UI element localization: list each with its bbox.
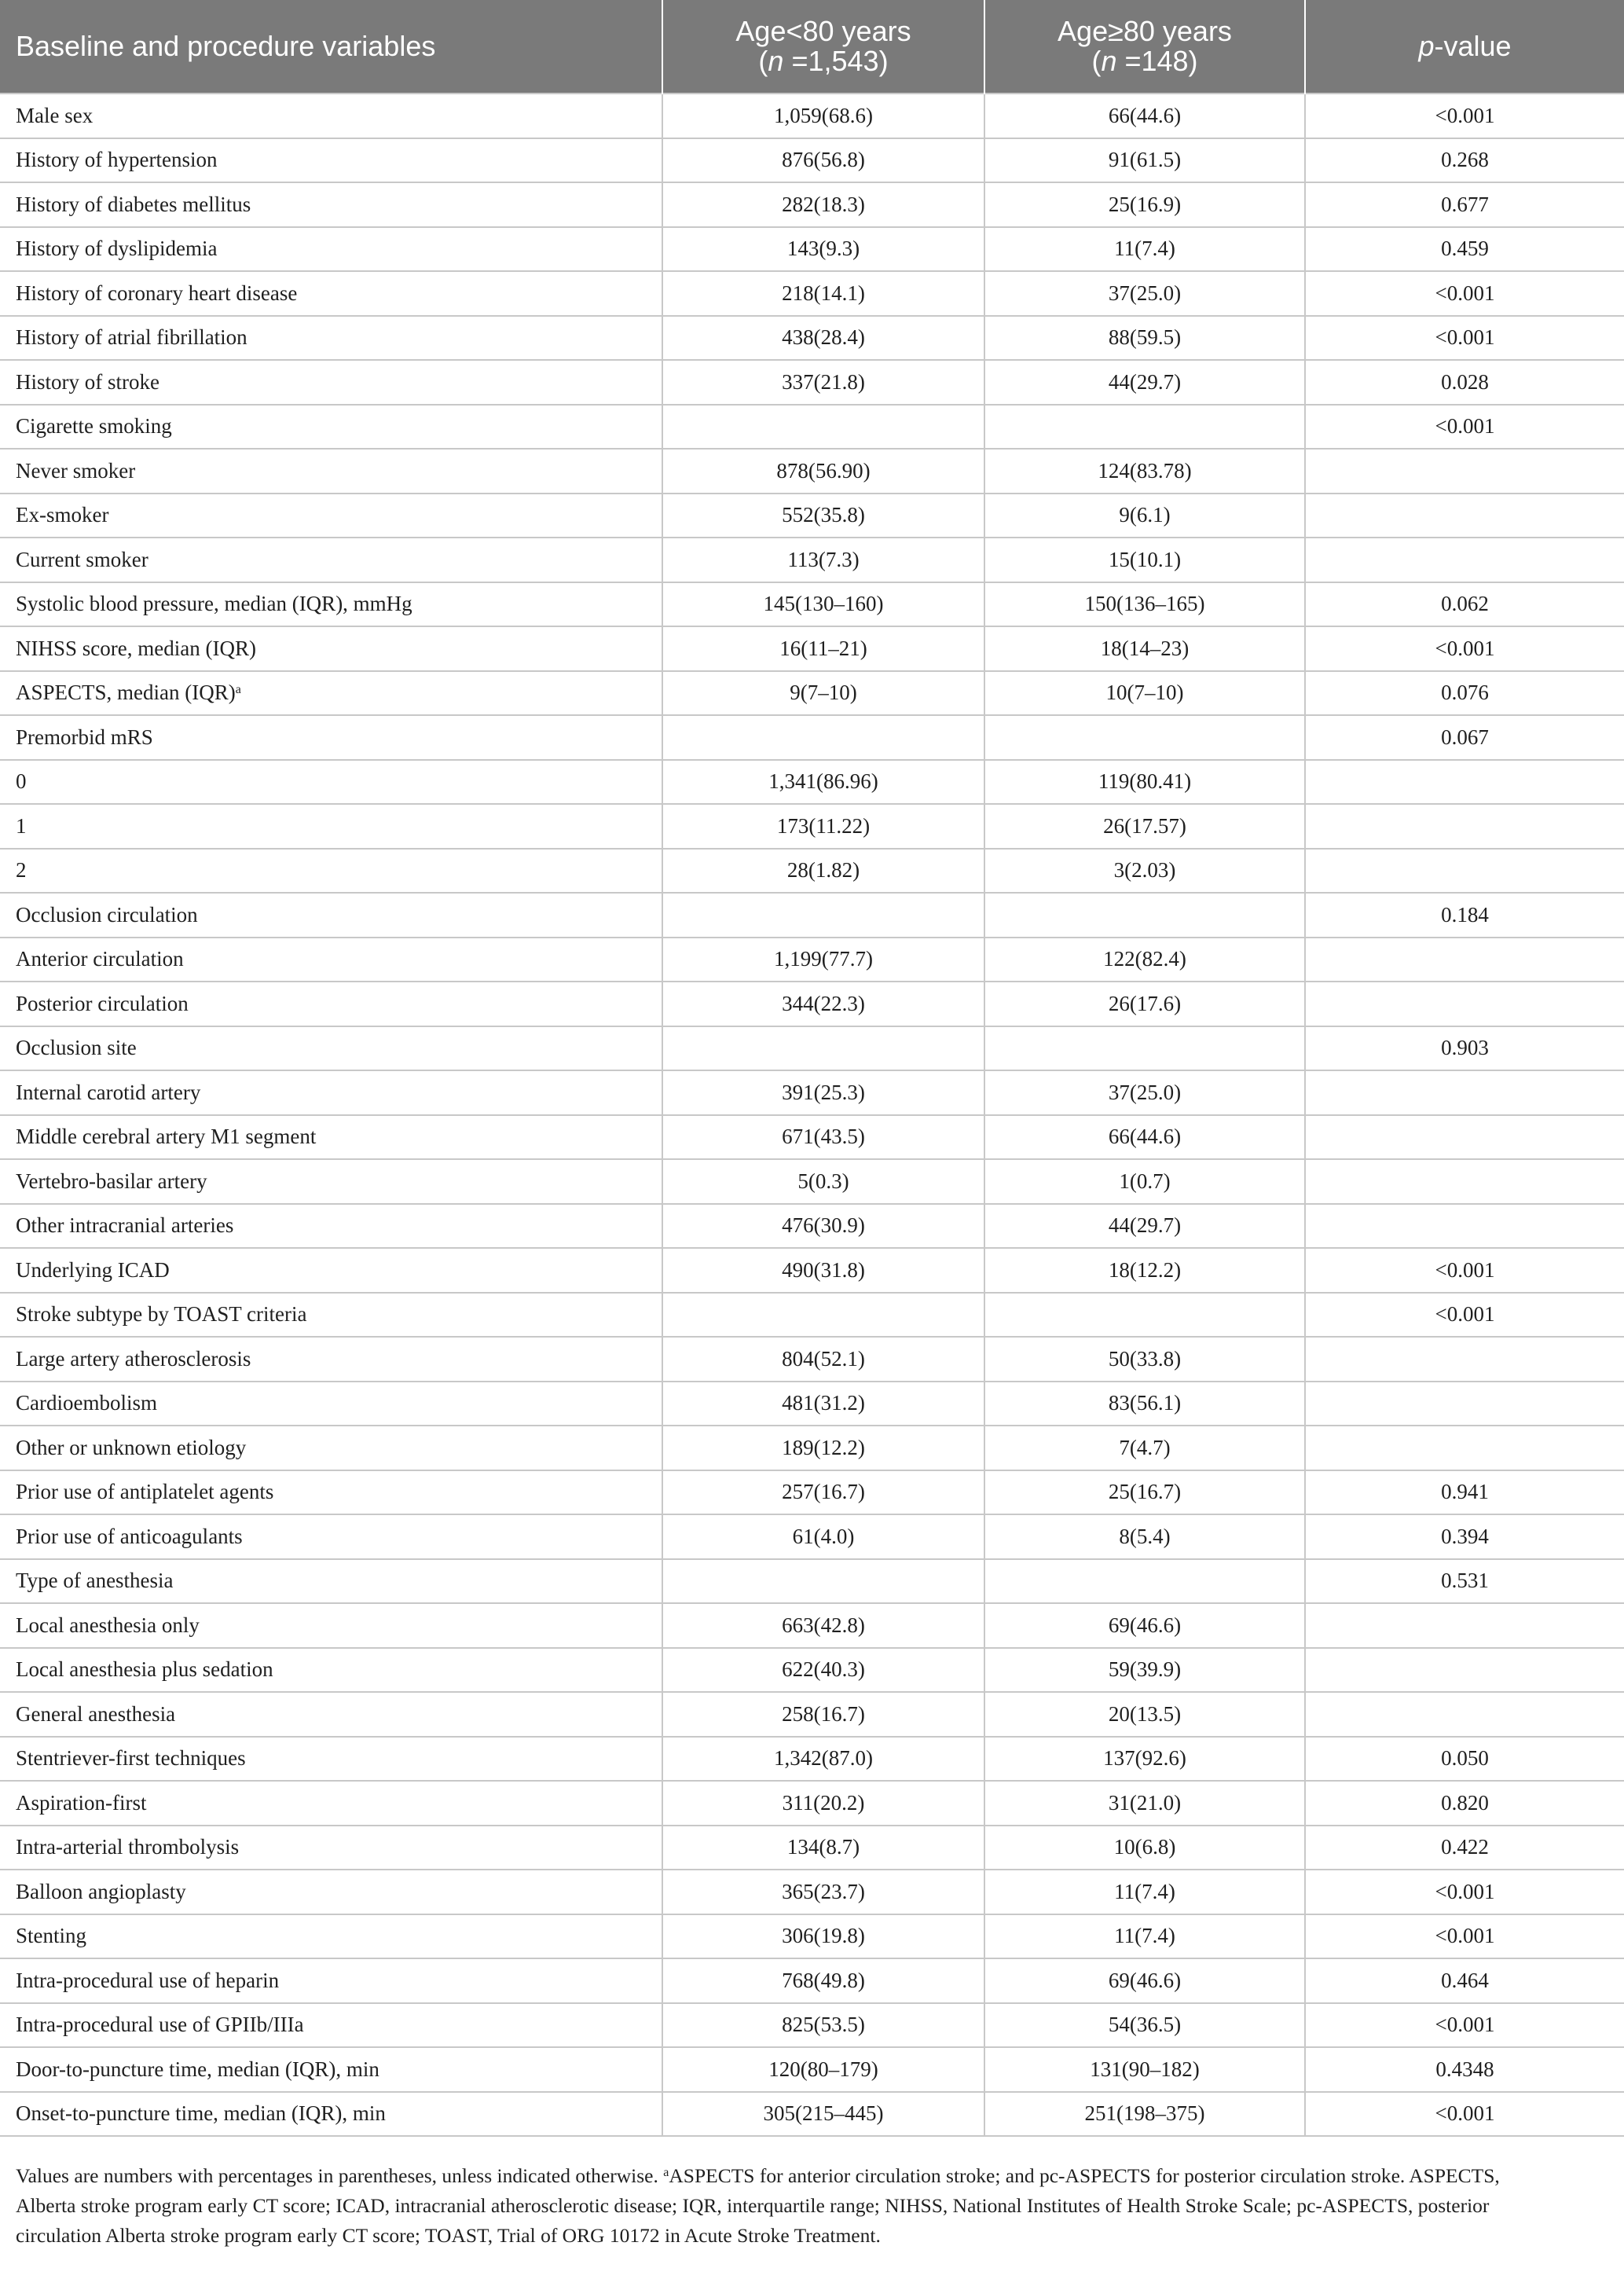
cell-p-value — [1305, 1692, 1624, 1737]
cell-variable: History of diabetes mellitus — [0, 182, 662, 227]
cell-age-under-80: 1,342(87.0) — [662, 1737, 984, 1782]
table-row — [0, 1648, 1624, 1693]
cell-age-80-plus: 26(17.57) — [984, 804, 1305, 849]
cell-age-under-80: 9(7–10) — [662, 671, 984, 716]
cell-age-80-plus: 88(59.5) — [984, 316, 1305, 361]
table-row — [0, 360, 1624, 405]
table-row — [0, 1826, 1624, 1870]
cell-p-value: 0.050 — [1305, 1737, 1624, 1782]
cell-age-80-plus — [984, 1559, 1305, 1604]
cell-variable: Stenting — [0, 1914, 662, 1959]
header-age-80-plus — [984, 0, 1305, 94]
cell-p-value — [1305, 1603, 1624, 1648]
cell-variable: Current smoker — [0, 538, 662, 582]
table-row — [0, 760, 1624, 805]
table-row — [0, 405, 1624, 450]
cell-age-80-plus — [984, 715, 1305, 760]
cell-variable: Vertebro-basilar artery — [0, 1159, 662, 1204]
cell-p-value: <0.001 — [1305, 1293, 1624, 1338]
cell-p-value: <0.001 — [1305, 94, 1624, 138]
cell-p-value — [1305, 449, 1624, 494]
cell-p-value: 0.941 — [1305, 1470, 1624, 1515]
cell-age-under-80: 391(25.3) — [662, 1070, 984, 1115]
cell-age-80-plus: 11(7.4) — [984, 1870, 1305, 1914]
cell-variable: Occlusion site — [0, 1026, 662, 1071]
cell-p-value — [1305, 760, 1624, 805]
cell-variable: Onset-to-puncture time, median (IQR), min — [0, 2092, 662, 2137]
cell-p-value — [1305, 1382, 1624, 1426]
table-row — [0, 1914, 1624, 1959]
cell-p-value: 0.4348 — [1305, 2047, 1624, 2092]
table-row — [0, 1026, 1624, 1071]
cell-p-value: <0.001 — [1305, 2003, 1624, 2048]
cell-age-under-80: 61(4.0) — [662, 1514, 984, 1559]
table-row — [0, 715, 1624, 760]
table-row — [0, 1958, 1624, 2003]
cell-age-80-plus — [984, 1293, 1305, 1338]
cell-age-80-plus: 83(56.1) — [984, 1382, 1305, 1426]
cell-variable: NIHSS score, median (IQR) — [0, 626, 662, 671]
cell-age-80-plus: 119(80.41) — [984, 760, 1305, 805]
footnote-line-3: circulation Alberta stroke program early CT score; TOAST, Trial of ORG 10172 in Acute Stroke Treatment. — [16, 2224, 881, 2247]
cell-age-under-80: 1,199(77.7) — [662, 938, 984, 982]
cell-variable: Cardioembolism — [0, 1382, 662, 1426]
cell-age-80-plus: 54(36.5) — [984, 2003, 1305, 2048]
table-row — [0, 1692, 1624, 1737]
header-age-under-80-n: (n =1,543) — [758, 45, 889, 77]
cell-p-value: <0.001 — [1305, 1248, 1624, 1293]
table-row — [0, 2047, 1624, 2092]
cell-age-under-80: 365(23.7) — [662, 1870, 984, 1914]
cell-age-80-plus: 7(4.7) — [984, 1426, 1305, 1470]
table-row — [0, 893, 1624, 938]
cell-age-under-80: 305(215–445) — [662, 2092, 984, 2137]
cell-p-value — [1305, 538, 1624, 582]
cell-age-under-80: 344(22.3) — [662, 982, 984, 1026]
cell-variable: 1 — [0, 804, 662, 849]
cell-p-value: <0.001 — [1305, 1914, 1624, 1959]
table-row — [0, 316, 1624, 361]
cell-age-under-80: 16(11–21) — [662, 626, 984, 671]
cell-variable: History of stroke — [0, 360, 662, 405]
cell-variable: Cigarette smoking — [0, 405, 662, 450]
cell-age-80-plus: 15(10.1) — [984, 538, 1305, 582]
cell-p-value — [1305, 1204, 1624, 1249]
cell-age-under-80 — [662, 715, 984, 760]
table-row — [0, 182, 1624, 227]
cell-age-80-plus: 50(33.8) — [984, 1337, 1305, 1382]
cell-p-value: 0.903 — [1305, 1026, 1624, 1071]
cell-age-80-plus: 10(7–10) — [984, 671, 1305, 716]
cell-p-value — [1305, 938, 1624, 982]
cell-age-under-80: 671(43.5) — [662, 1115, 984, 1160]
cell-variable: Ex-smoker — [0, 494, 662, 538]
table-row — [0, 582, 1624, 627]
cell-variable: Door-to-puncture time, median (IQR), min — [0, 2047, 662, 2092]
table-row — [0, 1470, 1624, 1515]
cell-p-value — [1305, 1070, 1624, 1115]
cell-variable: General anesthesia — [0, 1692, 662, 1737]
table-row — [0, 2092, 1624, 2137]
cell-p-value: 0.062 — [1305, 582, 1624, 627]
cell-age-80-plus: 44(29.7) — [984, 1204, 1305, 1249]
cell-age-under-80: 1,059(68.6) — [662, 94, 984, 138]
cell-variable: ASPECTS, median (IQR)$^a$ — [0, 671, 662, 716]
cell-age-under-80: 622(40.3) — [662, 1648, 984, 1693]
table-row — [0, 1603, 1624, 1648]
table-body — [0, 94, 1624, 2136]
cell-age-80-plus: 66(44.6) — [984, 1115, 1305, 1160]
table-row — [0, 227, 1624, 272]
cell-p-value: <0.001 — [1305, 405, 1624, 450]
table-row — [0, 1070, 1624, 1115]
cell-p-value — [1305, 1648, 1624, 1693]
cell-age-80-plus: 37(25.0) — [984, 271, 1305, 316]
cell-p-value: 0.422 — [1305, 1826, 1624, 1870]
cell-p-value: 0.076 — [1305, 671, 1624, 716]
cell-age-under-80: 825(53.5) — [662, 2003, 984, 2048]
cell-age-under-80: 476(30.9) — [662, 1204, 984, 1249]
cell-age-80-plus: 3(2.03) — [984, 849, 1305, 894]
cell-age-under-80 — [662, 1293, 984, 1338]
cell-p-value: 0.464 — [1305, 1958, 1624, 2003]
header-p-value: p-value — [1305, 0, 1624, 94]
cell-age-80-plus: 25(16.9) — [984, 182, 1305, 227]
table-row — [0, 938, 1624, 982]
header-age-80-plus-label: Age≥80 years — [1058, 15, 1232, 47]
cell-age-80-plus: 25(16.7) — [984, 1470, 1305, 1515]
cell-age-under-80: 173(11.22) — [662, 804, 984, 849]
cell-age-under-80: 120(80–179) — [662, 2047, 984, 2092]
cell-variable: History of atrial fibrillation — [0, 316, 662, 361]
table-row — [0, 1337, 1624, 1382]
cell-variable: Anterior circulation — [0, 938, 662, 982]
cell-p-value: 0.067 — [1305, 715, 1624, 760]
cell-p-value — [1305, 1115, 1624, 1160]
cell-age-80-plus: 9(6.1) — [984, 494, 1305, 538]
cell-age-under-80 — [662, 1559, 984, 1604]
cell-age-under-80: 145(130–160) — [662, 582, 984, 627]
cell-age-under-80: 113(7.3) — [662, 538, 984, 582]
cell-variable: Systolic blood pressure, median (IQR), mmHg — [0, 582, 662, 627]
header-age-under-80-label: Age<80 years — [735, 15, 911, 47]
cell-p-value — [1305, 1159, 1624, 1204]
cell-age-80-plus: 8(5.4) — [984, 1514, 1305, 1559]
cell-variable: Prior use of anticoagulants — [0, 1514, 662, 1559]
cell-p-value: <0.001 — [1305, 1870, 1624, 1914]
cell-age-80-plus: 59(39.9) — [984, 1648, 1305, 1693]
cell-variable: Stentriever-first techniques — [0, 1737, 662, 1782]
cell-age-80-plus: 44(29.7) — [984, 360, 1305, 405]
cell-age-under-80: 134(8.7) — [662, 1826, 984, 1870]
table-row — [0, 849, 1624, 894]
cell-p-value — [1305, 982, 1624, 1026]
cell-age-under-80: 490(31.8) — [662, 1248, 984, 1293]
cell-age-under-80: 876(56.8) — [662, 138, 984, 183]
cell-p-value: 0.820 — [1305, 1781, 1624, 1826]
cell-age-under-80: 189(12.2) — [662, 1426, 984, 1470]
cell-age-80-plus: 11(7.4) — [984, 227, 1305, 272]
cell-variable: Balloon angioplasty — [0, 1870, 662, 1914]
cell-variable: Intra-arterial thrombolysis — [0, 1826, 662, 1870]
cell-p-value: 0.394 — [1305, 1514, 1624, 1559]
cell-age-under-80: 257(16.7) — [662, 1470, 984, 1515]
cell-age-under-80: 28(1.82) — [662, 849, 984, 894]
cell-variable: 2 — [0, 849, 662, 894]
table-row — [0, 1248, 1624, 1293]
cell-p-value: 0.459 — [1305, 227, 1624, 272]
cell-age-under-80: 306(19.8) — [662, 1914, 984, 1959]
cell-age-80-plus: 20(13.5) — [984, 1692, 1305, 1737]
cell-variable: Posterior circulation — [0, 982, 662, 1026]
cell-age-80-plus — [984, 893, 1305, 938]
cell-variable: History of hypertension — [0, 138, 662, 183]
cell-age-80-plus: 66(44.6) — [984, 94, 1305, 138]
footnote-line-2: Alberta stroke program early CT score; ICAD, intracranial atherosclerotic disease; IQR, interquartile range; NIHSS, National Institutes of Health Stroke Scale; pc-ASPECTS, posterior — [16, 2194, 1490, 2217]
table-row — [0, 671, 1624, 716]
header-age-under-80 — [662, 0, 984, 94]
table-row — [0, 1426, 1624, 1470]
cell-age-under-80: 311(20.2) — [662, 1781, 984, 1826]
cell-p-value: 0.268 — [1305, 138, 1624, 183]
cell-p-value: <0.001 — [1305, 271, 1624, 316]
cell-variable: Stroke subtype by TOAST criteria — [0, 1293, 662, 1338]
cell-p-value: 0.184 — [1305, 893, 1624, 938]
table-header — [0, 0, 1624, 94]
cell-p-value: <0.001 — [1305, 626, 1624, 671]
cell-age-under-80: 5(0.3) — [662, 1159, 984, 1204]
cell-variable: Underlying ICAD — [0, 1248, 662, 1293]
header-age-80-plus-n: (n =148) — [1091, 45, 1198, 77]
table-row — [0, 982, 1624, 1026]
cell-variable: History of coronary heart disease — [0, 271, 662, 316]
cell-variable: Other or unknown etiology — [0, 1426, 662, 1470]
table-row — [0, 1870, 1624, 1914]
cell-p-value — [1305, 1426, 1624, 1470]
cell-age-80-plus: 131(90–182) — [984, 2047, 1305, 2092]
cell-age-80-plus: 150(136–165) — [984, 582, 1305, 627]
cell-age-under-80: 282(18.3) — [662, 182, 984, 227]
cell-p-value: <0.001 — [1305, 316, 1624, 361]
cell-age-80-plus: 1(0.7) — [984, 1159, 1305, 1204]
cell-variable: Middle cerebral artery M1 segment — [0, 1115, 662, 1160]
cell-variable: Intra-procedural use of GPIIb/IIIa — [0, 2003, 662, 2048]
table-row — [0, 449, 1624, 494]
header-row — [0, 0, 1624, 94]
table-row — [0, 494, 1624, 538]
table-row — [0, 138, 1624, 183]
header-variables-label: Baseline and procedure variables — [16, 30, 436, 62]
cell-variable: History of dyslipidemia — [0, 227, 662, 272]
header-variables — [0, 0, 662, 94]
cell-age-80-plus: 26(17.6) — [984, 982, 1305, 1026]
cell-variable: Prior use of antiplatelet agents — [0, 1470, 662, 1515]
cell-variable: Type of anesthesia — [0, 1559, 662, 1604]
cell-p-value — [1305, 849, 1624, 894]
table-row — [0, 626, 1624, 671]
table-row — [0, 804, 1624, 849]
cell-age-under-80: 1,341(86.96) — [662, 760, 984, 805]
cell-age-80-plus: 18(14–23) — [984, 626, 1305, 671]
cell-age-under-80 — [662, 405, 984, 450]
cell-age-under-80: 218(14.1) — [662, 271, 984, 316]
cell-age-80-plus — [984, 1026, 1305, 1071]
table-row — [0, 1382, 1624, 1426]
cell-variable: Large artery atherosclerosis — [0, 1337, 662, 1382]
cell-age-80-plus: 11(7.4) — [984, 1914, 1305, 1959]
cell-age-80-plus: 10(6.8) — [984, 1826, 1305, 1870]
cell-age-80-plus: 37(25.0) — [984, 1070, 1305, 1115]
cell-p-value: 0.028 — [1305, 360, 1624, 405]
cell-p-value: <0.001 — [1305, 2092, 1624, 2137]
table-row — [0, 1737, 1624, 1782]
table-row — [0, 1293, 1624, 1338]
cell-age-under-80: 804(52.1) — [662, 1337, 984, 1382]
cell-age-80-plus: 251(198–375) — [984, 2092, 1305, 2137]
cell-p-value: 0.677 — [1305, 182, 1624, 227]
cell-variable: Premorbid mRS — [0, 715, 662, 760]
cell-variable: 0 — [0, 760, 662, 805]
cell-p-value — [1305, 1337, 1624, 1382]
cell-variable: Local anesthesia only — [0, 1603, 662, 1648]
cell-variable: Never smoker — [0, 449, 662, 494]
cell-age-under-80: 438(28.4) — [662, 316, 984, 361]
cell-age-80-plus: 69(46.6) — [984, 1603, 1305, 1648]
cell-age-80-plus: 69(46.6) — [984, 1958, 1305, 2003]
cell-variable: Internal carotid artery — [0, 1070, 662, 1115]
cell-age-under-80: 481(31.2) — [662, 1382, 984, 1426]
cell-age-under-80 — [662, 1026, 984, 1071]
table-row — [0, 2003, 1624, 2048]
cell-age-80-plus: 91(61.5) — [984, 138, 1305, 183]
cell-p-value: 0.531 — [1305, 1559, 1624, 1604]
cell-age-under-80: 878(56.90) — [662, 449, 984, 494]
cell-age-80-plus: 31(21.0) — [984, 1781, 1305, 1826]
cell-age-80-plus: 124(83.78) — [984, 449, 1305, 494]
cell-age-80-plus — [984, 405, 1305, 450]
table-row — [0, 1159, 1624, 1204]
table-row — [0, 1781, 1624, 1826]
cell-age-under-80: 768(49.8) — [662, 1958, 984, 2003]
cell-p-value — [1305, 494, 1624, 538]
cell-age-under-80: 663(42.8) — [662, 1603, 984, 1648]
cell-age-under-80 — [662, 893, 984, 938]
table-row — [0, 1115, 1624, 1160]
cell-age-80-plus: 137(92.6) — [984, 1737, 1305, 1782]
cell-variable: Local anesthesia plus sedation — [0, 1648, 662, 1693]
cell-variable: Intra-procedural use of heparin — [0, 1958, 662, 2003]
cell-variable: Aspiration-first — [0, 1781, 662, 1826]
table-row — [0, 94, 1624, 138]
cell-age-under-80: 258(16.7) — [662, 1692, 984, 1737]
table-row — [0, 1204, 1624, 1249]
cell-variable: Occlusion circulation — [0, 893, 662, 938]
table-row — [0, 1514, 1624, 1559]
cell-age-under-80: 337(21.8) — [662, 360, 984, 405]
table-row — [0, 271, 1624, 316]
cell-age-under-80: 552(35.8) — [662, 494, 984, 538]
cell-age-80-plus: 122(82.4) — [984, 938, 1305, 982]
cell-age-80-plus: 18(12.2) — [984, 1248, 1305, 1293]
table-footnote — [16, 2161, 1603, 2251]
footnote-line-1: Values are numbers with percentages in parentheses, unless indicated otherwise. $^a$ASPECTS for anterior circulation stroke; and pc-ASPECTS for posterior circulation stroke. ASPECTS, — [16, 2164, 1500, 2187]
table-row — [0, 1559, 1624, 1604]
cell-p-value — [1305, 804, 1624, 849]
cell-variable: Other intracranial arteries — [0, 1204, 662, 1249]
table-row — [0, 538, 1624, 582]
cell-age-under-80: 143(9.3) — [662, 227, 984, 272]
cell-variable: Male sex — [0, 94, 662, 138]
